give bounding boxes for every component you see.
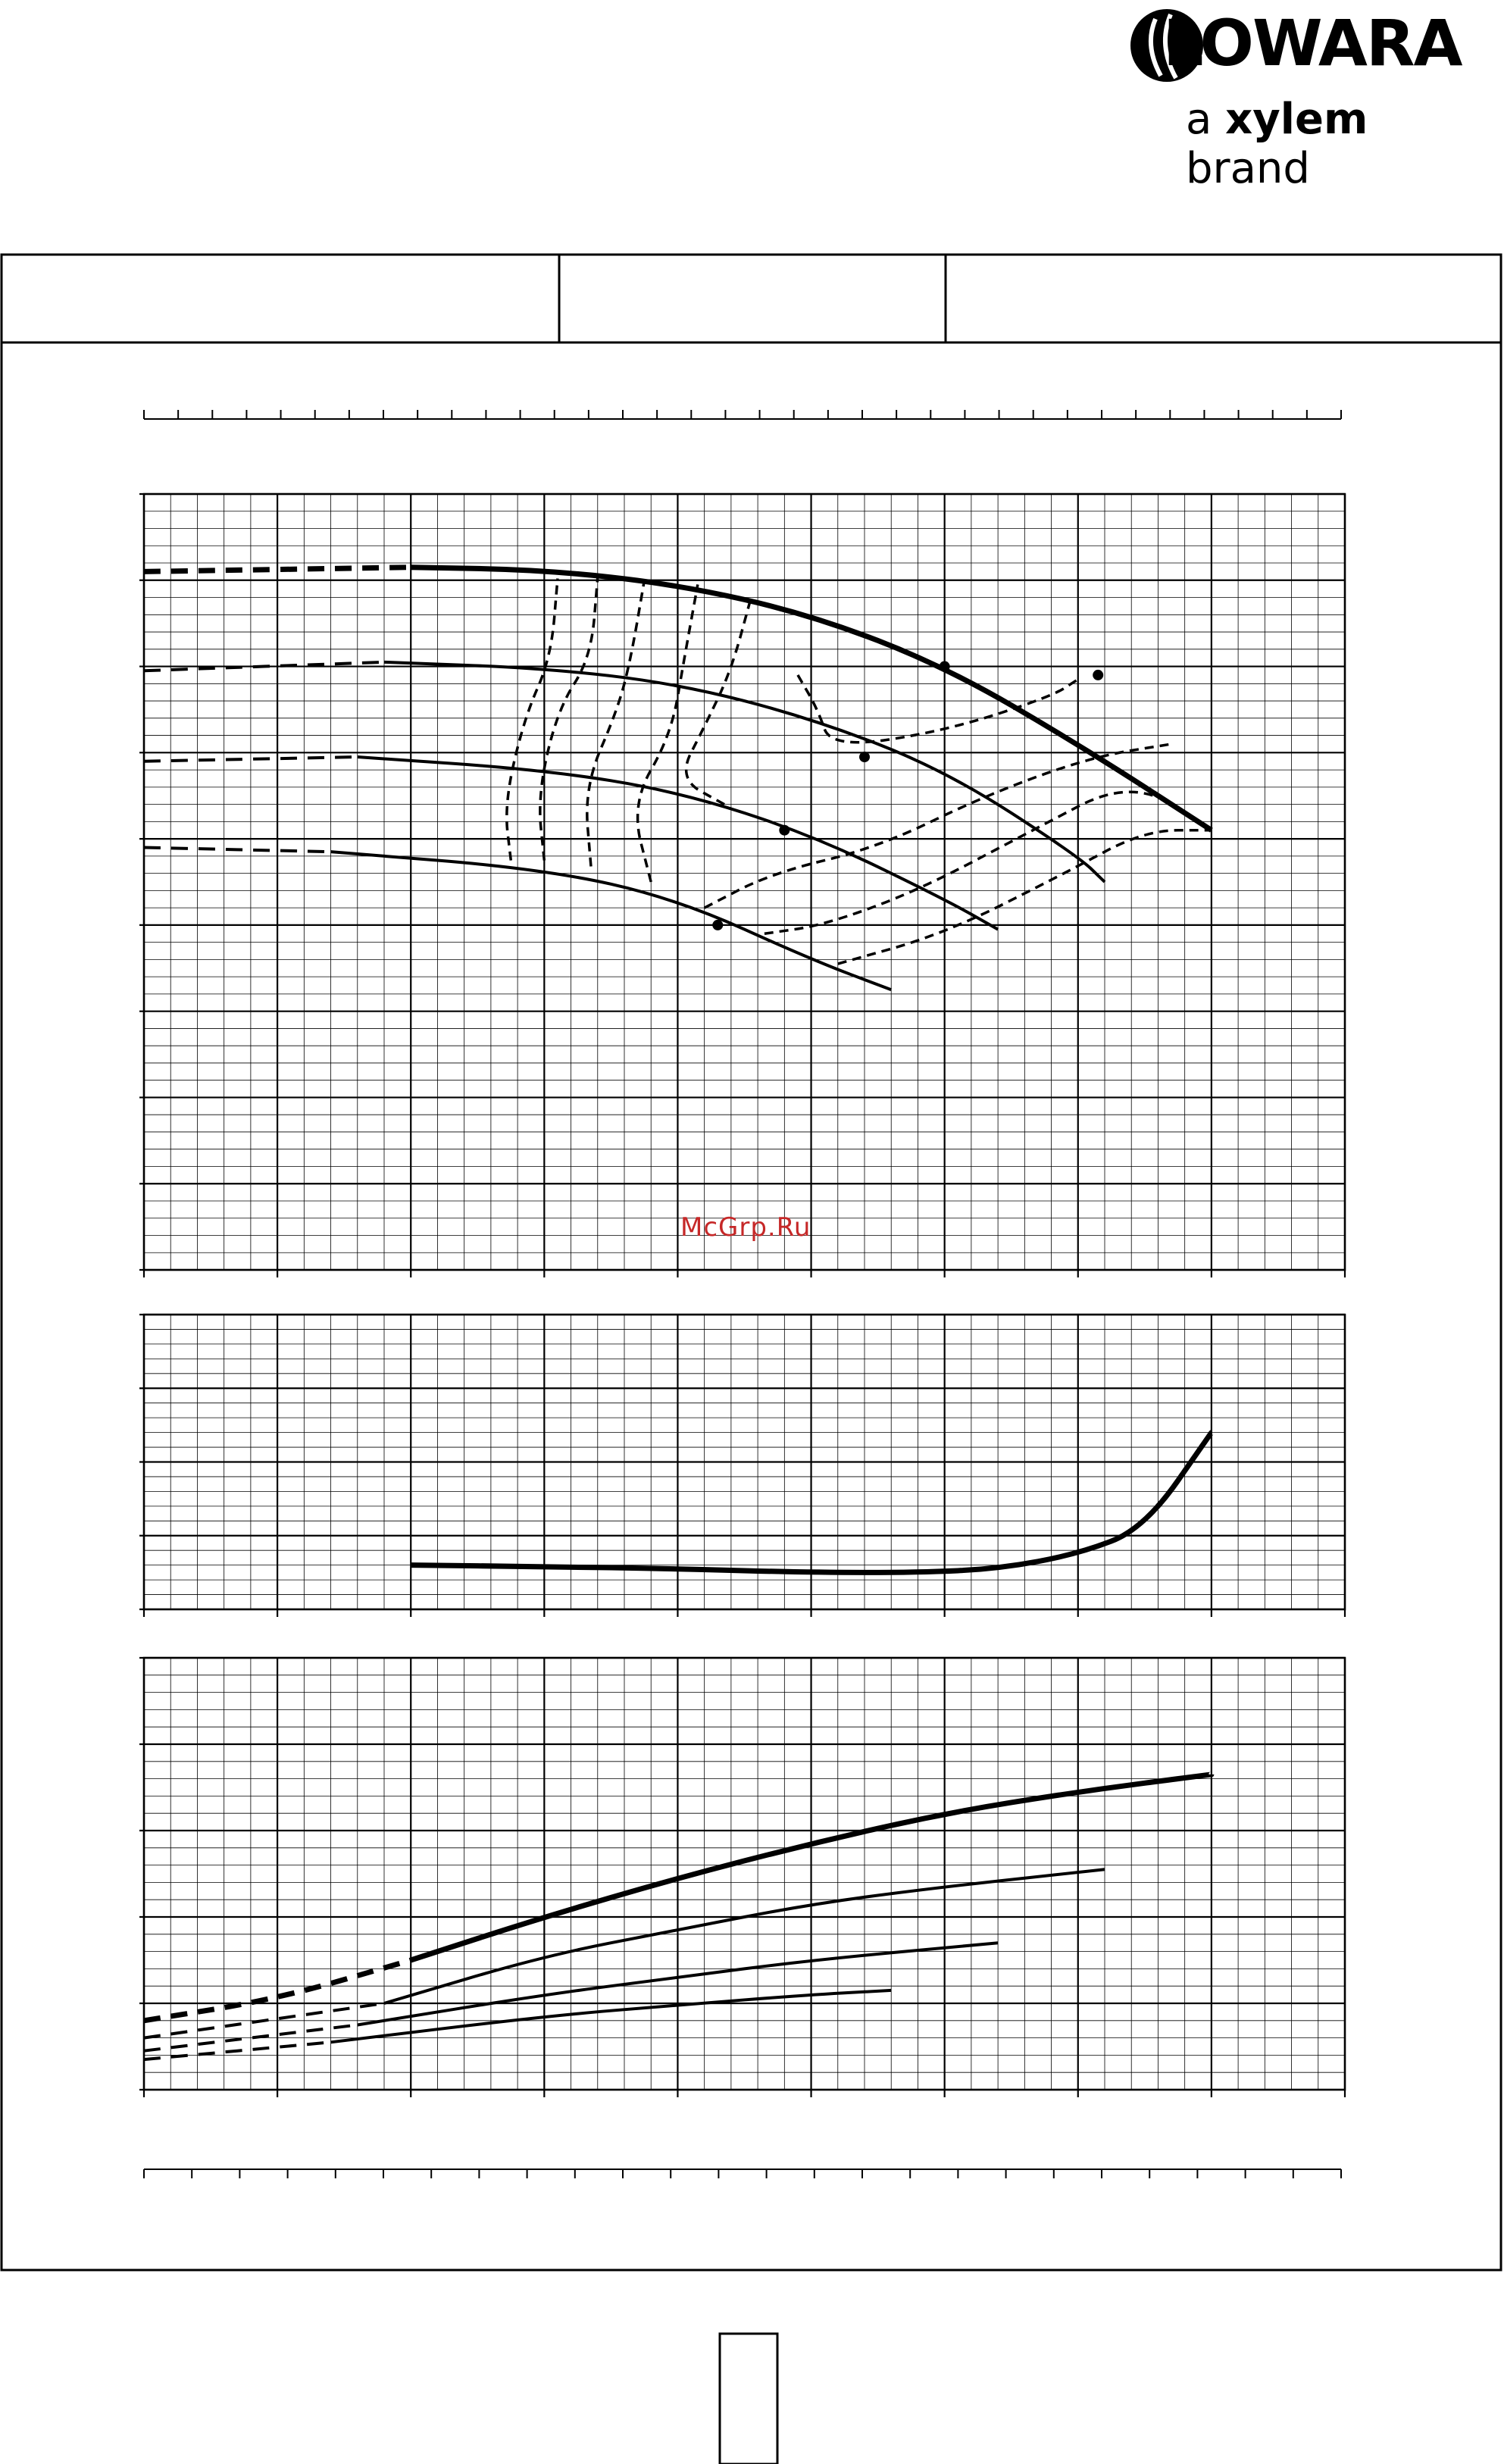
tagline-brand: xylem: [1225, 95, 1368, 144]
series-dashed-3: [144, 2042, 331, 2059]
tagline-prefix: a: [1186, 95, 1212, 144]
plot-area: [139, 1658, 1345, 2097]
watermark-text: McGrp.Ru: [680, 1212, 811, 1243]
brand-name: LOWARA: [1163, 6, 1462, 80]
plot-frame: [144, 1658, 1345, 2090]
tagline-suffix: brand: [1186, 144, 1310, 193]
